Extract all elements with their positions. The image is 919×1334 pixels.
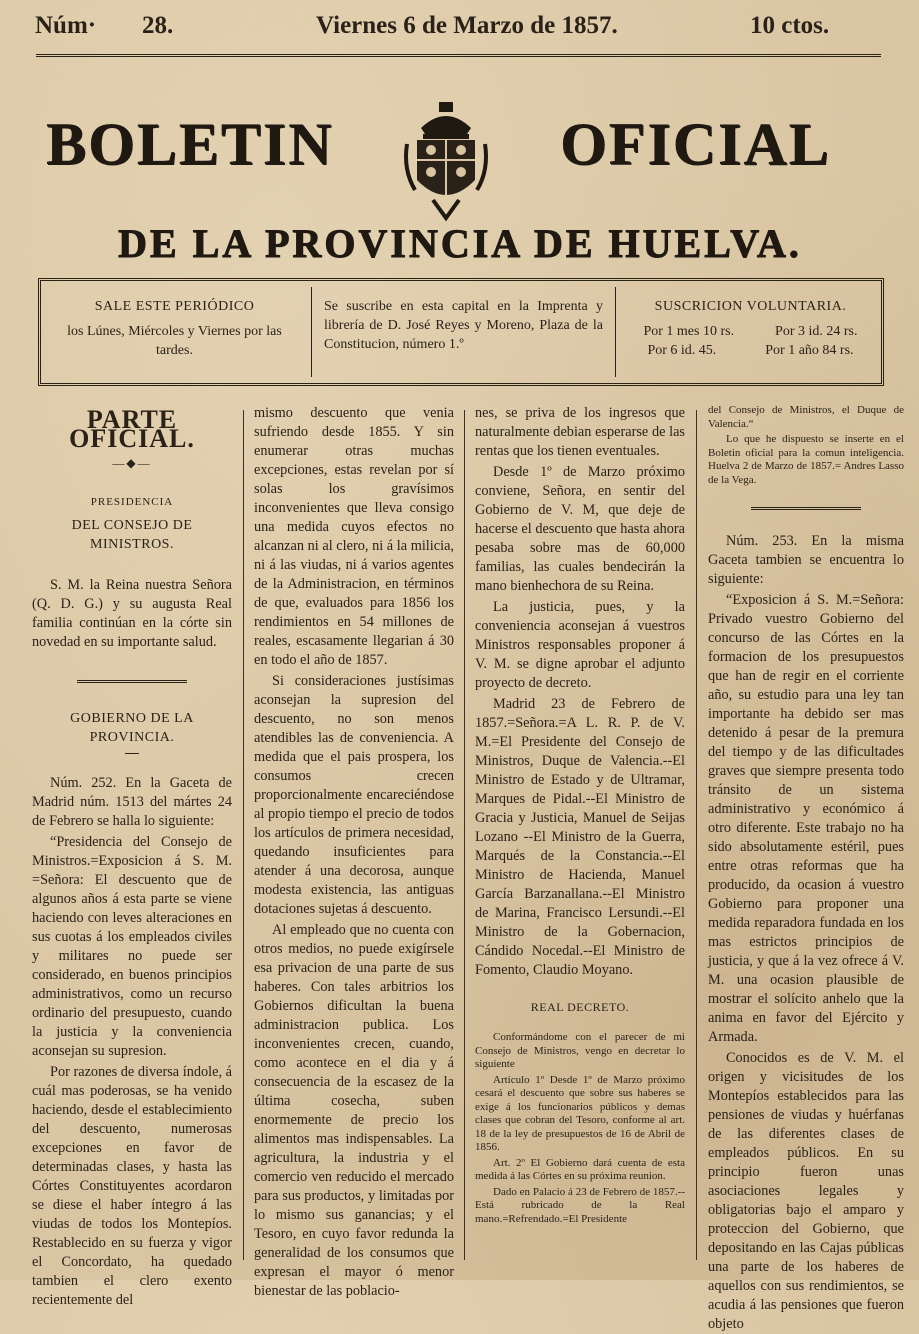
subscription-prices-title: SUSCRICION VOLUNTARIA. <box>654 299 847 314</box>
paragraph: S. M. la Reina nuestra Señora (Q. D. G.) y su augusta Real familia continúan en la córte sin novedad en su importante salud. <box>32 577 232 650</box>
paragraph: nes, se priva de los ingresos que naturalmente debian esperarse de las rentas que los tienen eventuales. <box>475 405 685 459</box>
issue-header <box>30 8 879 48</box>
price-one-month: Por 1 mes 10 rs. <box>643 324 735 339</box>
separator <box>125 753 139 754</box>
price-one-year: Por 1 año 84 rs. <box>765 343 854 358</box>
issue-number-label: Núm· <box>35 12 97 39</box>
article-column-2 <box>254 404 454 1299</box>
paragraph: “Presidencia del Consejo de Ministros.=Exposicion á S. M. =Señora: El descuento que de algunos años á esta parte se viene haciendo con leves alteraciones en sus cuotas á los empleados civiles y militares no puede ser considerado, en buenos principios administrativos, como un recurso ordinario del presupuesto, cuando la justicia y la conveniencia aconsejan su supresion. <box>32 834 232 1059</box>
paragraph: Núm. 252. En la Gaceta de Madrid núm. 1513 del mártes 24 de Febrero se halla lo siguiente: <box>32 775 232 829</box>
subscription-info-box <box>38 278 884 386</box>
paragraph: mismo descuento que venia sufriendo desde 1855. Y sin enumerar otras muchas excepciones, estas revelan por sí solas los gravísimos inconvenientes que lleva consigo una medida cuyos efectos no alcanzan ni al clero, ni á la milicia, ni á las viudas, ni á varios agentes de la Administracion, en términos de que, evaluados para 1856 los rendimientos en 54 millones de reales, escasamente llegarian á 30 en todo el año de 1857. <box>254 405 454 668</box>
decree-paragraph: Dado en Palacio á 23 de Febrero de 1857.--Está rubricado de la Real mano.=Refrendado.=El Presidente <box>475 1185 685 1225</box>
paragraph: Núm. 253. En la misma Gaceta tambien se encuentra lo siguiente: <box>708 533 904 587</box>
subscription-place <box>311 287 616 377</box>
column-divider <box>696 410 697 1260</box>
price-six-months: Por 6 id. 45. <box>647 343 717 358</box>
subscription-prices <box>623 287 878 377</box>
paragraph: Por razones de diversa índole, á cuál mas poderosas, se ha venido haciendo, desde el establecimiento del descuento, numerosas excepciones en favor de determinadas clases, y hasta las Córtes Constituyentes acordaron se diese el haber íntegro á las viudas de todos los Montepíos. Restablecido en su fuerza y vigor el Concordato, ha quedado tambien el clero exento recientemente del <box>32 1064 232 1308</box>
separator <box>751 507 861 510</box>
issue-number: 28. <box>142 12 174 39</box>
issue-price: 10 ctos. <box>750 12 830 39</box>
paragraph: Desde 1º de Marzo próximo conviene, Señora, en sentir del Gobierno de V. M, que deje de hacerse el descuento que hasta ahora pesaba sobre mas de 60,000 familias, las cuales bendecirán la mano bienhechora de su Reina. <box>475 464 685 594</box>
price-three-months: Por 3 id. 24 rs. <box>775 324 858 339</box>
masthead-word-right: OFICIAL <box>560 111 831 177</box>
ornament: —◆— <box>112 456 152 470</box>
article-column-3 <box>475 404 685 1264</box>
article-column-4 <box>708 404 904 1332</box>
decree-paragraph: Lo que he dispuesto se inserte en el Boletin oficial para la comun inteligencia. Huelva 2 de Marzo de 1857.= Andres Lasso de la Vega. <box>708 433 904 486</box>
section-presidencia: PRESIDENCIA <box>90 496 174 508</box>
decree-paragraph: Art. 2º El Gobierno dará cuenta de esta medida á las Córtes en su próxima reunion. <box>475 1156 685 1182</box>
column-divider <box>243 410 244 1260</box>
decree-paragraph: del Consejo de Ministros, el Duque de Valencia.“ <box>708 404 904 430</box>
masthead-word-left: BOLETIN <box>46 111 334 177</box>
paragraph: “Exposicion á S. M.=Señora: Privado vuestro Gobierno del concurso de las Córtes en la formacion de los presupuestos que han de regir en el corriente año, su estudio para una ley tan importante ha debido ser mas detenido á pesar de la premura del tiempo y de las dificultades graves que siempre presenta todo tránsito de un sistema administrativo y económico á otro diferente. Este trabajo no ha sido absolutamente estéril, pues entre otras reformas que ha producido, da ocasion á vuestro Gobierno para proponer una medida reparadora fundada en los mas estrictos principios de justicia, y que á la vez ofrece á V. M. una ocasion plausible de mostrar el solícito anhelo que la anima en favor del Ejército y Armada. <box>708 592 904 1045</box>
section-real-decreto: REAL DECRETO. <box>530 1000 630 1014</box>
section-gobierno-provincia: GOBIERNO DE LA PROVINCIA. <box>70 711 194 745</box>
publication-days-text: los Lúnes, Miércoles y Viernes por las tardes. <box>67 324 282 358</box>
decree-paragraph: Conformándome con el parecer de mi Consejo de Ministros, vengo en decretar lo siguiente <box>475 1031 685 1070</box>
section-heading-parte-oficial: PARTE OFICIAL. <box>69 405 195 453</box>
header-rule <box>36 54 881 58</box>
subscription-place-text: Se suscribe en esta capital en la Imprenta y librería de D. José Reyes y Moreno, Plaza de la Constitucion, número 1.º <box>324 299 603 352</box>
article-column-1 <box>32 404 232 1308</box>
column-divider <box>464 410 465 1260</box>
paragraph: Conocidos es de V. M. el origen y vicisitudes de los Montepíos establecidos para las pensiones de viudas y huérfanas de las diferentes clases de empleados públicos. En su principio fueron unas asociaciones legales y obligatorias bajo el amparo y proteccion del Gobierno, que depositando en las Cajas públicas una parte de los haberes de aquellos con sus rendimientos, se acudia á las pensiones que fueron objeto <box>708 1050 904 1332</box>
masthead-subtitle: DE LA PROVINCIA DE HUELVA. <box>118 221 802 266</box>
issue-date: Viernes 6 de Marzo de 1857. <box>316 12 618 39</box>
publication-days-title: SALE ESTE PERIÓDICO <box>94 299 255 314</box>
section-consejo-ministros: DEL CONSEJO DE MINISTROS. <box>71 518 193 552</box>
royal-coat-of-arms-icon <box>403 100 489 220</box>
paragraph: Si consideraciones justísimas aconsejan la supresion del descuento, no son menos atendibles las de conveniencia. A medida que el pais prospera, los consumos crecen proporcionalmente encareciéndose al propio tiempo el precio de todos los artículos de primera necesidad, quedando insuficientes para atender á una decorosa, aunque modesta existencia, las antiguas dotaciones sujetas á descuento. <box>254 673 454 917</box>
publication-days <box>47 287 302 377</box>
separator <box>77 680 187 683</box>
paragraph: Madrid 23 de Febrero de 1857.=Señora.=A L. R. P. de V. M.=El Presidente del Consejo de Ministros, Duque de Valencia.--El Ministro de Estado y de Ultramar, Marques de Pidal.--El Ministro de Gracia y Justicia, Manuel de Seijas Lozano --El Ministro de la Guerra, Marqués de la Constancia.--El Ministro de Hacienda, Manuel García Barzanallana.--El Ministro de Marina, Francisco Lersundi.--El Ministro de la Gobernacion, Cándido Nocedal.--El Ministro de Fomento, Claudio Moyano. <box>475 696 685 978</box>
paragraph: La justicia, pues, y la conveniencia aconsejan á vuestros Ministros responsables proponer á V. M. se digne aprobar el adjunto proyecto de decreto. <box>475 599 685 691</box>
decree-paragraph: Artículo 1º Desde 1º de Marzo próximo cesará el descuento que sobre sus haberes se exige á los funcionarios públicos y demas clases que cobran del Tesoro, conforme al art. 18 de la ley de presupuestos de 16 de Abril de 1856. <box>475 1073 685 1153</box>
paragraph: Al empleado que no cuenta con otros medios, no puede exigírsele esa privacion de una parte de sus haberes. Con tales arbitrios los Gobiernos dificultan la buena administracion publica. Los inconvenientes crecen, cuando, como acontece en el dia y á consecuencia de la escasez de la última cosecha, suben enormemente de precio los alimentos mas indispensables. La agricultura, la industria y el comercio ven reducido el mercado para sus productos, y limitadas por lo mismo sus ganancias; y el Tesoro, en cuyo favor redunda la generalidad de los consumos que expresan el mayor ó menor bienestar de las poblacio- <box>254 922 454 1299</box>
